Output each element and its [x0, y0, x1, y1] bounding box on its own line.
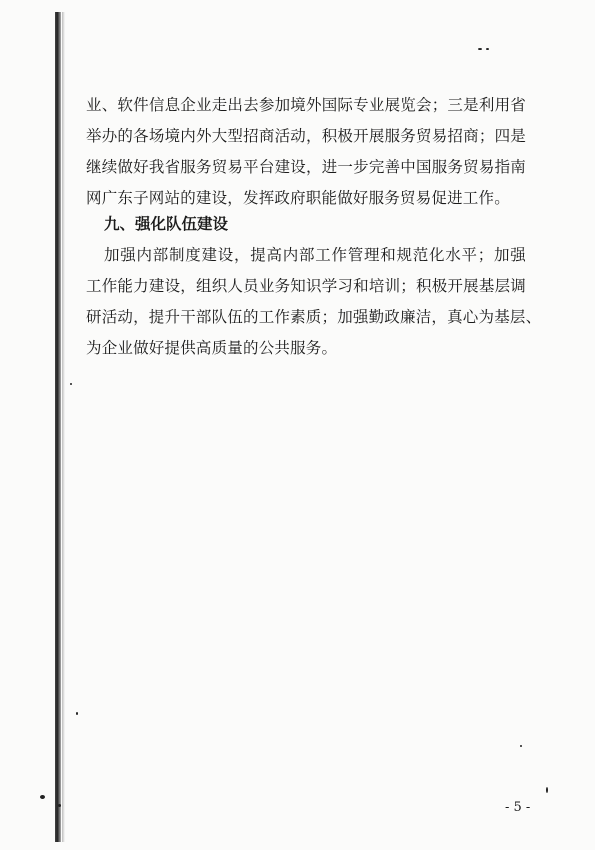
section-paragraph — [86, 240, 542, 364]
paragraph-line: 工作能力建设，组织人员业务知识学习和培训；积极开展基层调 — [86, 277, 526, 295]
scan-speck — [58, 804, 61, 807]
scan-speck — [520, 745, 522, 747]
paragraph-line: 继续做好我省服务贸易平台建设，进一步完善中国服务贸易指南 — [86, 158, 526, 176]
paragraph-line: 研活动，提升干部队伍的工作素质；加强勤政廉洁，真心为基层、 — [86, 308, 542, 326]
paragraph-line: 业、软件信息企业走出去参加境外国际专业展览会；三是利用省 — [86, 96, 526, 114]
scan-binding-shadow — [62, 12, 65, 842]
scan-speck — [478, 48, 482, 50]
section-heading: 九、强化队伍建设 — [104, 215, 229, 233]
paragraph-line: 举办的各场境内外大型招商活动，积极开展服务贸易招商；四是 — [86, 127, 526, 145]
scan-speck — [76, 712, 78, 715]
continued-paragraph — [86, 90, 526, 214]
scan-binding-edge — [55, 12, 61, 842]
scan-speck — [486, 48, 489, 50]
page-number: - 5 - — [505, 800, 531, 815]
scan-speck — [546, 787, 548, 793]
paragraph-line: 网广东子网站的建设，发挥政府职能做好服务贸易促进工作。 — [86, 189, 510, 207]
scan-speck — [40, 795, 45, 799]
paragraph-line: 为企业做好提供高质量的公共服务。 — [86, 339, 338, 357]
paragraph-line: 加强内部制度建设，提高内部工作管理和规范化水平；加强 — [104, 246, 526, 264]
scan-speck — [70, 383, 72, 385]
